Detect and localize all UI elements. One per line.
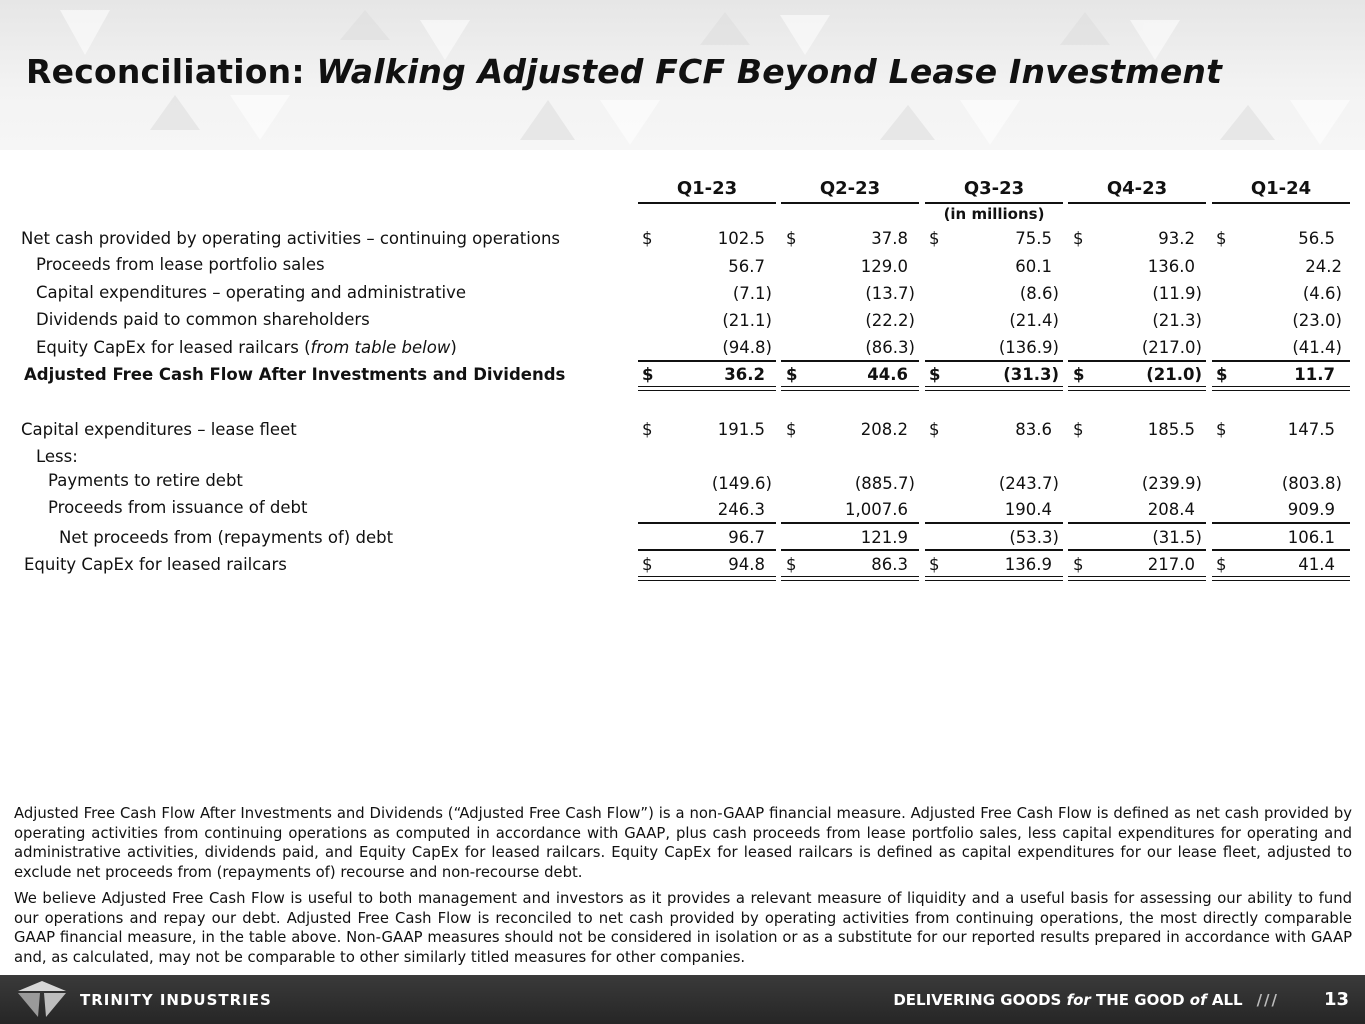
currency-symbol: $ (929, 365, 941, 384)
currency-symbol: $ (786, 420, 797, 439)
value-cell: 191.5 (717, 420, 765, 439)
value-cell: (803.8) (1281, 474, 1342, 493)
value-cell: (136.9) (998, 338, 1059, 357)
value-cell: (243.7) (998, 474, 1059, 493)
value-cell: 136.9 (1004, 555, 1052, 574)
value-cell: 106.1 (1287, 528, 1335, 547)
row-label: Dividends paid to common shareholders (36, 310, 370, 329)
currency-symbol: $ (642, 555, 653, 574)
value-cell: (13.7) (865, 284, 915, 303)
value-cell: (885.7) (854, 474, 915, 493)
value-cell: (149.6) (711, 474, 772, 493)
value-cell: (53.3) (1009, 528, 1059, 547)
row-label: Adjusted Free Cash Flow After Investments and Dividends (24, 365, 566, 384)
value-cell: (41.4) (1292, 338, 1342, 357)
header-rule (1068, 202, 1206, 204)
header-rule (925, 202, 1063, 204)
currency-symbol: $ (642, 229, 653, 248)
subtotal-rule (925, 522, 1063, 524)
value-cell: 147.5 (1287, 420, 1335, 439)
total-double-rule (781, 386, 919, 391)
quarter-header: Q4-23 (1106, 178, 1168, 199)
brand-name: TRINITY INDUSTRIES (80, 991, 272, 1009)
subtotal-rule (781, 522, 919, 524)
value-cell: 60.1 (1015, 257, 1052, 276)
currency-symbol: $ (642, 365, 654, 384)
currency-symbol: $ (1216, 365, 1228, 384)
page-number: 13 (1323, 989, 1349, 1010)
header-rule (1212, 202, 1350, 204)
currency-symbol: $ (929, 555, 940, 574)
currency-symbol: $ (1073, 365, 1085, 384)
subtotal-rule (638, 522, 776, 524)
total-double-rule (1068, 576, 1206, 581)
subtotal-rule (925, 549, 1063, 551)
quarter-header: Q1-23 (676, 178, 738, 199)
subtotal-rule (1212, 522, 1350, 524)
value-cell: 44.6 (867, 365, 908, 384)
slash-divider: /// (1256, 991, 1279, 1009)
value-cell: 208.4 (1147, 500, 1195, 519)
value-cell: 129.0 (860, 257, 908, 276)
currency-symbol: $ (1216, 229, 1227, 248)
currency-symbol: $ (1073, 229, 1084, 248)
row-label: Payments to retire debt (48, 471, 243, 490)
trinity-logo-icon (14, 977, 70, 1021)
total-double-rule (1068, 386, 1206, 391)
footer-bar (0, 975, 1365, 1024)
value-cell: (21.0) (1146, 365, 1202, 384)
value-cell: (7.1) (732, 284, 772, 303)
row-label: Net proceeds from (repayments of) debt (59, 528, 394, 547)
header-banner (0, 0, 1365, 150)
value-cell: (31.3) (1003, 365, 1059, 384)
value-cell: 185.5 (1147, 420, 1195, 439)
value-cell: (31.5) (1152, 528, 1202, 547)
value-cell: (21.3) (1152, 311, 1202, 330)
row-label: Capital expenditures – lease fleet (21, 420, 297, 439)
value-cell: 121.9 (860, 528, 908, 547)
unit-label: (in millions) (943, 205, 1045, 223)
value-cell: 75.5 (1015, 229, 1052, 248)
value-cell: 190.4 (1004, 500, 1052, 519)
value-cell: (4.6) (1302, 284, 1342, 303)
currency-symbol: $ (786, 365, 798, 384)
value-cell: 217.0 (1147, 555, 1195, 574)
value-cell: 56.5 (1298, 229, 1335, 248)
subtotal-rule (1068, 549, 1206, 551)
value-cell: (11.9) (1152, 284, 1202, 303)
quarter-header: Q2-23 (819, 178, 881, 199)
definition-paragraph: Adjusted Free Cash Flow After Investments and Dividends (“Adjusted Free Cash Flow”) is a non-GAAP financial measure. Adjusted Free Cash Flow is defined as net cash provided by operating activities from continuing operations as computed in accordance with GAAP, plus cash proceeds from lease portfolio sales, less capital expenditures for operating and administrative activities, dividends paid, and Equity CapEx for leased railcars. Equity CapEx for leased railcars is defined as capital expenditures for our lease fleet, adjusted to exclude net proceeds from (repayments of) recourse and non-recourse debt. (14, 805, 1352, 881)
subtotal-rule (925, 360, 1063, 362)
currency-symbol: $ (1216, 420, 1227, 439)
value-cell: (22.2) (865, 311, 915, 330)
total-double-rule (1212, 576, 1350, 581)
value-cell: 83.6 (1015, 420, 1052, 439)
currency-symbol: $ (1073, 555, 1084, 574)
row-label: Capital expenditures – operating and administrative (36, 283, 467, 302)
value-cell: 11.7 (1294, 365, 1335, 384)
currency-symbol: $ (1216, 555, 1227, 574)
value-cell: 93.2 (1158, 229, 1195, 248)
header-rule (638, 202, 776, 204)
total-double-rule (638, 386, 776, 391)
quarter-header: Q1-24 (1250, 178, 1312, 199)
currency-symbol: $ (1073, 420, 1084, 439)
subtotal-rule (638, 549, 776, 551)
value-cell: 136.0 (1147, 257, 1195, 276)
row-label: Proceeds from lease portfolio sales (36, 255, 325, 274)
tagline: DELIVERING GOODS for THE GOOD of ALL /// (893, 991, 1279, 1009)
row-label: Net cash provided by operating activities – continuing operations (21, 229, 560, 248)
total-double-rule (925, 386, 1063, 391)
page-title: Reconciliation: Walking Adjusted FCF Beyond Lease Investment (26, 52, 1223, 91)
total-double-rule (638, 576, 776, 581)
value-cell: (86.3) (865, 338, 915, 357)
value-cell: 94.8 (728, 555, 765, 574)
value-cell: 24.2 (1305, 257, 1342, 276)
total-double-rule (1212, 386, 1350, 391)
subtotal-rule (781, 549, 919, 551)
value-cell: 86.3 (871, 555, 908, 574)
value-cell: (217.0) (1141, 338, 1202, 357)
currency-symbol: $ (929, 229, 940, 248)
value-cell: 102.5 (717, 229, 765, 248)
currency-symbol: $ (786, 555, 797, 574)
subtotal-rule (1068, 360, 1206, 362)
value-cell: 36.2 (724, 365, 765, 384)
currency-symbol: $ (786, 229, 797, 248)
subtotal-rule (1068, 522, 1206, 524)
value-cell: 41.4 (1298, 555, 1335, 574)
value-cell: (94.8) (722, 338, 772, 357)
value-cell: 208.2 (860, 420, 908, 439)
value-cell: (23.0) (1292, 311, 1342, 330)
currency-symbol: $ (642, 420, 653, 439)
usefulness-paragraph: We believe Adjusted Free Cash Flow is useful to both management and investors as it provides a relevant measure of liquidity and a useful basis for assessing our ability to fund our operations and repay our debt. Adjusted Free Cash Flow is reconciled to net cash provided by operating activities from continuing operations, the most directly comparable GAAP financial measure, in the table above. Non-GAAP measures should not be considered in isolation or as a substitute for our reported results prepared in accordance with GAAP and, as calculated, may not be comparable to other similarly titled measures for other companies. (14, 890, 1352, 966)
total-double-rule (925, 576, 1063, 581)
value-cell: (21.4) (1009, 311, 1059, 330)
value-cell: 56.7 (728, 257, 765, 276)
value-cell: 246.3 (717, 500, 765, 519)
row-label: Less: (36, 447, 78, 466)
subtotal-rule (638, 360, 776, 362)
currency-symbol: $ (929, 420, 940, 439)
value-cell: (21.1) (722, 311, 772, 330)
row-label: Equity CapEx for leased railcars (from table below) (36, 338, 457, 357)
row-label: Equity CapEx for leased railcars (24, 555, 287, 574)
subtotal-rule (781, 360, 919, 362)
subtotal-rule (1212, 549, 1350, 551)
value-cell: 1,007.6 (845, 500, 908, 519)
row-label: Proceeds from issuance of debt (48, 498, 308, 517)
header-rule (781, 202, 919, 204)
value-cell: (239.9) (1141, 474, 1202, 493)
subtotal-rule (1212, 360, 1350, 362)
quarter-header: Q3-23 (963, 178, 1025, 199)
total-double-rule (781, 576, 919, 581)
value-cell: 96.7 (728, 528, 765, 547)
value-cell: 909.9 (1287, 500, 1335, 519)
value-cell: (8.6) (1019, 284, 1059, 303)
value-cell: 37.8 (871, 229, 908, 248)
